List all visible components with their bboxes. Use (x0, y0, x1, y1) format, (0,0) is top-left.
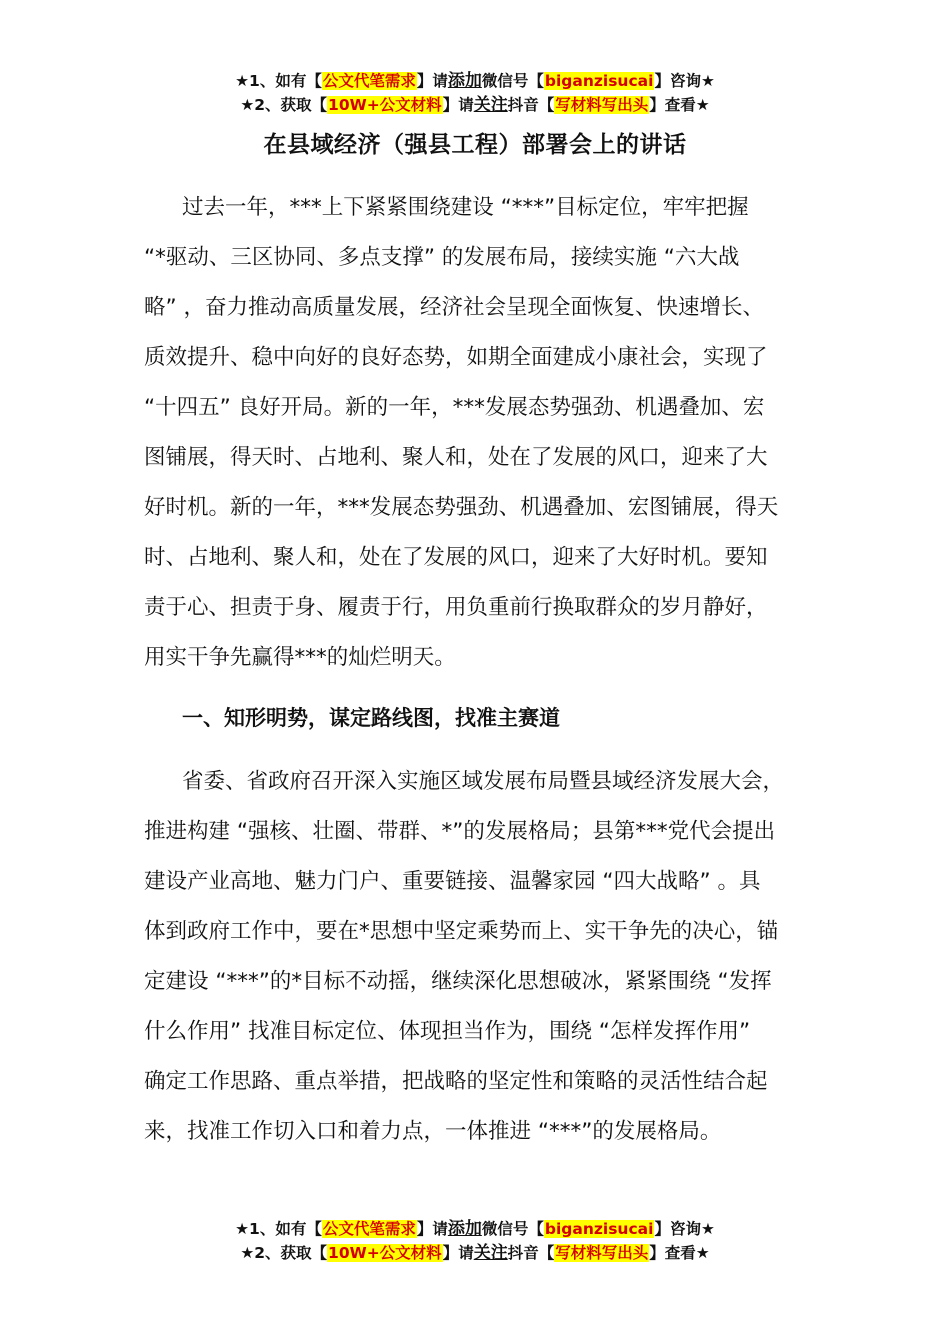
banner-highlight: 10W+公文材料 (328, 1244, 442, 1262)
banner-text: ★1、如有【 (235, 1220, 322, 1238)
banner-text: ★2、获取【 (240, 1244, 328, 1262)
paragraph-line: 责于心、担责于身、履责于行，用负重前行换取群众的岁月静好， (144, 595, 768, 620)
banner-text: ★1、如有【 (235, 72, 322, 90)
paragraph-line: 推进构建 “强核、壮圈、带群、*”的发展格局；县第***党代会提出 (144, 819, 776, 844)
banner-wechat-id: biganzisucai (544, 1220, 654, 1238)
banner-line-1 (0, 69, 950, 93)
banner-underline: 关注 (473, 1243, 508, 1263)
paragraph-line: 来，找准工作切入口和着力点，一体推进 “***”的发展格局。 (144, 1119, 722, 1144)
paragraph-2 (144, 757, 814, 1157)
paragraph-line: 过去一年，***上下紧紧围绕建设 “***”目标定位，牢牢把握 (182, 195, 749, 220)
banner-line-2 (0, 1241, 950, 1265)
paragraph-1 (144, 183, 814, 683)
banner-text: 微信号【 (481, 1220, 544, 1238)
banner-douyin-id: 写材料写出头 (555, 1244, 649, 1262)
paragraph-line: “十四五” 良好开局。新的一年，***发展态势强劲、机遇叠加、宏 (144, 395, 765, 420)
banner-text: 】请 (416, 72, 448, 90)
paragraph-line: 什么作用” 找准目标定位、体现担当作为，围绕 “怎样发挥作用” (144, 1019, 751, 1044)
banner-text: 抖音【 (507, 96, 555, 114)
banner-text: ★2、获取【 (240, 96, 328, 114)
banner-text: 】咨询★ (654, 1220, 715, 1238)
paragraph-line: 图铺展，得天时、占地利、聚人和，处在了发展的风口，迎来了大 (144, 445, 768, 470)
paragraph-line: 定建设 “***”的*目标不动摇，继续深化思想破冰，紧紧围绕 “发挥 (144, 969, 772, 994)
paragraph-line: 用实干争先赢得***的灿烂明天。 (144, 645, 456, 670)
paragraph-line: 质效提升、稳中向好的良好态势，如期全面建成小康社会，实现了 (144, 345, 768, 370)
banner-underline: 添加 (447, 71, 482, 91)
banner-underline: 添加 (447, 1219, 482, 1239)
banner-line-2 (0, 93, 950, 117)
banner-line-1 (0, 1217, 950, 1241)
paragraph-line: 时、占地利、聚人和，处在了发展的风口，迎来了大好时机。要知 (144, 545, 768, 570)
paragraph-line: 好时机。新的一年，***发展态势强劲、机遇叠加、宏图铺展，得天 (144, 495, 779, 520)
banner-highlight: 公文代笔需求 (322, 1220, 416, 1238)
paragraph-line: 体到政府工作中，要在*思想中坚定乘势而上、实干争先的决心，锚 (144, 919, 779, 944)
banner-text: 微信号【 (481, 72, 544, 90)
banner-highlight: 10W+公文材料 (328, 96, 442, 114)
document-title: 在县域经济（强县工程）部署会上的讲话 (263, 132, 687, 158)
header-banner (0, 69, 950, 117)
paragraph-line: 确定工作思路、重点举措，把战略的坚定性和策略的灵活性结合起 (144, 1069, 768, 1094)
banner-text: 抖音【 (507, 1244, 555, 1262)
banner-text: 】查看★ (649, 96, 710, 114)
paragraph-line: 略” ，奋力推动高质量发展，经济社会呈现全面恢复、快速增长、 (144, 295, 764, 320)
banner-text: 】查看★ (649, 1244, 710, 1262)
banner-underline: 关注 (473, 95, 508, 115)
banner-text: 】咨询★ (654, 72, 715, 90)
banner-text: 】请 (442, 96, 474, 114)
banner-text: 】请 (442, 1244, 474, 1262)
banner-douyin-id: 写材料写出头 (555, 96, 649, 114)
paragraph-line: “*驱动、三区协同、多点支撑” 的发展布局，接续实施 “六大战 (144, 245, 740, 270)
banner-highlight: 公文代笔需求 (322, 72, 416, 90)
section-heading-1: 一、知形明势，谋定路线图，找准主赛道 (182, 706, 560, 730)
banner-text: 】请 (416, 1220, 448, 1238)
paragraph-line: 省委、省政府召开深入实施区域发展布局暨县域经济发展大会， (182, 769, 785, 794)
paragraph-line: 建设产业高地、魅力门户、重要链接、温馨家园 “四大战略” 。具 (144, 869, 761, 894)
footer-banner (0, 1217, 950, 1265)
banner-wechat-id: biganzisucai (544, 72, 654, 90)
